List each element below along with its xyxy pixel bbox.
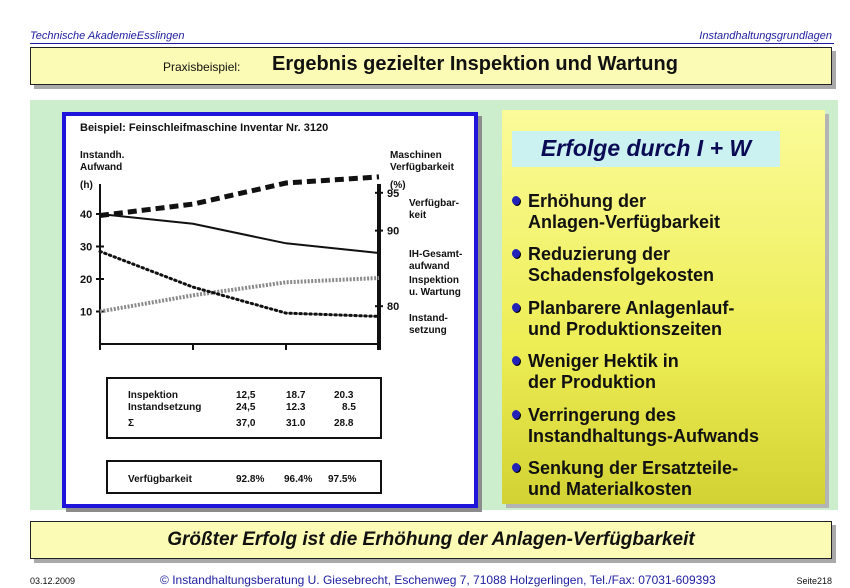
list-item-line2: Schadensfolgekosten xyxy=(528,265,715,285)
list-item-line1: Weniger Hektik in xyxy=(528,351,679,371)
bullet-icon xyxy=(512,463,520,472)
header-divider xyxy=(30,43,834,44)
left-axis-label-2: Aufwand xyxy=(80,162,123,173)
bullet-icon xyxy=(512,303,520,312)
bullet-icon xyxy=(512,249,520,258)
table-cell: 97.5% xyxy=(328,474,357,485)
copyright-icon: © xyxy=(160,573,169,587)
conclusion-text: Größter Erfolg ist die Erhöhung der Anlagen-Verfügbarkeit xyxy=(167,529,695,550)
conclusion-box xyxy=(30,521,832,559)
bullet-icon xyxy=(512,410,520,419)
series-insp-label: u. Wartung xyxy=(409,287,461,298)
page-title: Ergebnis gezielter Inspektion und Wartung xyxy=(272,53,678,75)
right-tick-label: 90 xyxy=(387,225,400,238)
series-verf-line xyxy=(100,177,379,216)
footer-date: 03.12.2009 xyxy=(30,576,76,586)
chart-frame xyxy=(62,112,478,508)
footer-address: Instandhaltungsberatung U. Giesebrecht, Eschenweg 7, 71088 Holzgerlingen, Tel./Fax: 07031-609393 xyxy=(172,573,716,587)
erfolge-title-box xyxy=(512,131,780,167)
table-cell: 12,5 xyxy=(236,390,256,401)
table-cell: 8.5 xyxy=(342,402,356,413)
chart-title: Beispiel: Feinschleifmaschine Inventar Nr. 3120 xyxy=(80,122,329,134)
table-row-label: Σ xyxy=(128,418,135,429)
bullet-icon xyxy=(512,196,520,205)
table-cell: 92.8% xyxy=(236,474,265,485)
right-tick-label: 80 xyxy=(387,301,400,314)
table-row-label: Instandsetzung xyxy=(128,402,202,413)
right-axis-label-1: Maschinen xyxy=(390,150,442,161)
list-item-line1: Verringerung des xyxy=(528,405,677,425)
list-item xyxy=(528,244,818,286)
table-cell: 96.4% xyxy=(284,474,313,485)
table-verfuegbarkeit xyxy=(107,461,381,493)
header-right: Instandhaltungsgrundlagen xyxy=(699,30,832,42)
list-item-line2: der Produktion xyxy=(528,372,657,392)
table-cell: 31.0 xyxy=(286,418,306,429)
series-verf-label: Verfügbar- xyxy=(409,198,460,209)
left-axis-unit: (h) xyxy=(80,180,93,191)
table-cell: 37,0 xyxy=(236,418,256,429)
table-cell: 20.3 xyxy=(334,390,354,401)
series-gesamt-label: aufwand xyxy=(409,261,450,272)
chart xyxy=(66,116,474,504)
series-verf-label: keit xyxy=(409,210,427,221)
list-item xyxy=(528,191,818,233)
list-item xyxy=(528,351,818,393)
right-tick-label: 95 xyxy=(387,187,400,200)
title-box xyxy=(30,47,832,85)
series-instand-line xyxy=(100,251,379,316)
table-cell: 18.7 xyxy=(286,390,306,401)
list-item xyxy=(528,405,818,447)
list-item-line2: und Materialkosten xyxy=(528,479,693,499)
list-item-line1: Erhöhung der xyxy=(528,191,646,211)
list-item-line2: Anlagen-Verfügbarkeit xyxy=(528,212,721,232)
series-instand-label: setzung xyxy=(409,325,447,336)
series-gesamt-line xyxy=(100,214,379,253)
erfolge-title: Erfolge durch I + W xyxy=(540,135,752,161)
right-axis-unit: (%) xyxy=(390,180,406,191)
table-cell: 12.3 xyxy=(286,402,306,413)
list-item xyxy=(528,298,818,340)
left-tick-label: 40 xyxy=(80,209,93,221)
list-item-line1: Reduzierung der xyxy=(528,244,671,264)
left-tick-label: 20 xyxy=(80,274,93,286)
footer-page: Seite218 xyxy=(796,576,832,586)
left-tick-label: 30 xyxy=(80,241,93,254)
list-item xyxy=(528,458,818,500)
list-item-line1: Planbarere Anlagenlauf- xyxy=(528,298,735,318)
left-tick-label: 10 xyxy=(80,306,93,319)
table-row-label: Verfügbarkeit xyxy=(128,474,192,485)
table-aufwand xyxy=(107,378,381,438)
footer-center xyxy=(160,573,716,587)
table-cell: 28.8 xyxy=(334,418,354,429)
series-insp-label: Inspektion xyxy=(409,275,460,286)
list-item-line1: Senkung der Ersatzteile- xyxy=(528,458,739,478)
table-cell: 24,5 xyxy=(236,402,256,413)
erfolge-panel xyxy=(502,110,825,504)
header-left: Technische AkademieEsslingen xyxy=(30,30,185,42)
list-item-line2: Instandhaltungs-Aufwands xyxy=(528,426,759,446)
bullet-icon xyxy=(512,356,520,365)
table-row-label: Inspektion xyxy=(128,390,179,401)
series-instand-label: Instand- xyxy=(409,313,448,324)
left-axis-label-1: Instandh. xyxy=(80,150,125,161)
series-insp-line xyxy=(100,278,379,312)
right-axis-label-2: Verfügbarkeit xyxy=(390,162,454,173)
title-prefix: Praxisbeispiel: xyxy=(163,60,241,74)
series-gesamt-label: IH-Gesamt- xyxy=(409,249,463,260)
list-item-line2: und Produktionszeiten xyxy=(528,319,723,339)
plot-area xyxy=(80,177,462,350)
